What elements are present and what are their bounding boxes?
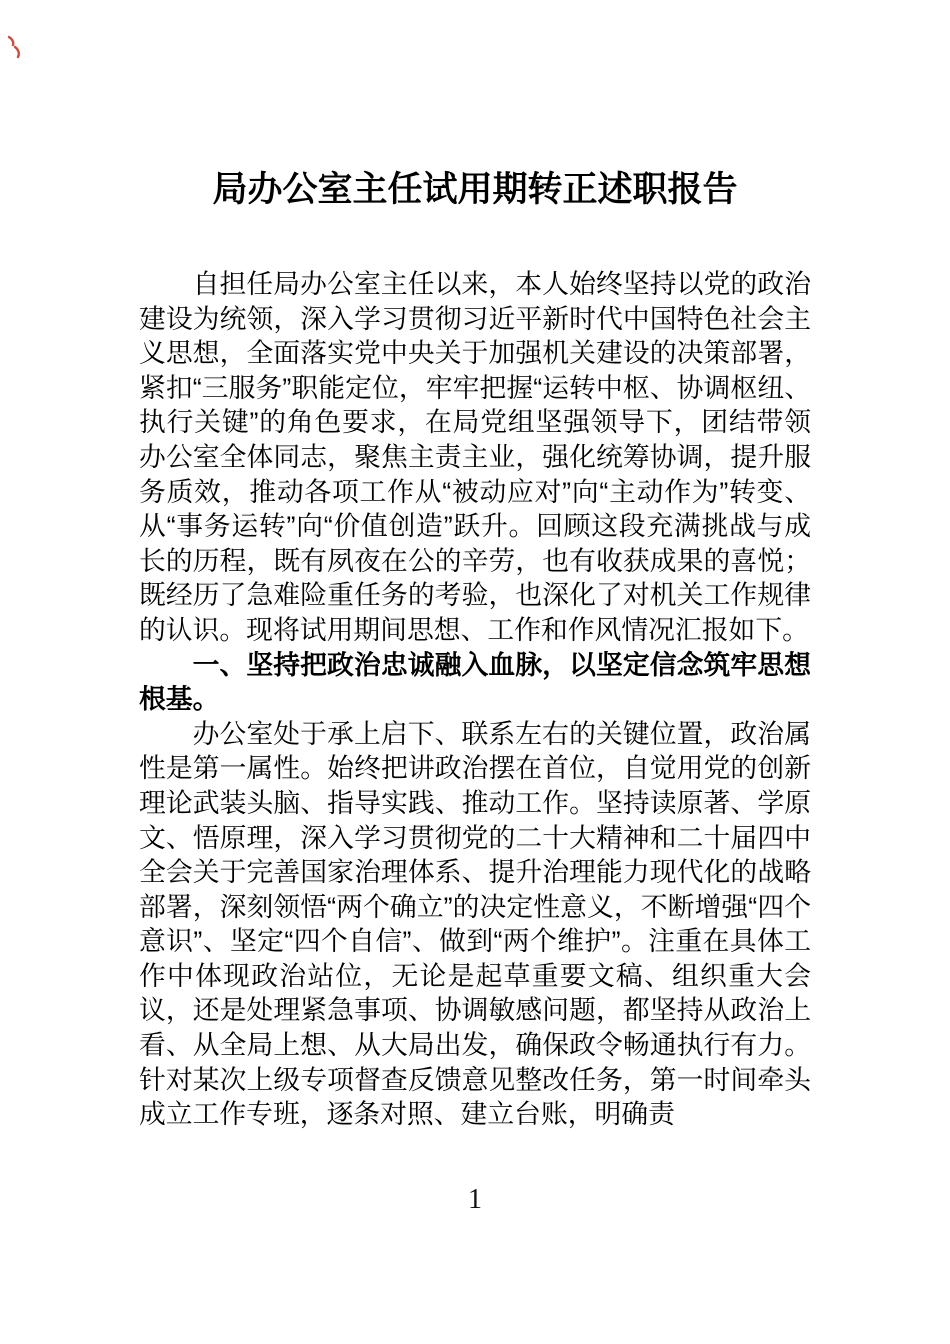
paragraph-introduction: 自担任局办公室主任以来，本人始终坚持以党的政治建设为统领，深入学习贯彻习近平新时代中国特色社会主义思想，全面落实党中央关于加强机关建设的决策部署，紧扣“三服务”职能定位，牢牢把握“运转中枢、协调枢纽、执行关键”的角色要求，在局党组坚强领导下，团结带领办公室全体同志，聚焦主责主业，强化统筹协调，提升服务质效，推动各项工作从“被动应对”向“主动作为”转变、从“事务运转”向“价值创造”跃升。回顾这段充满挑战与成长的历程，既有夙夜在公的辛劳，也有收获成果的喜悦；既经历了急难险重任务的考验，也深化了对机关工作规律的认识。现将试用期间思想、工作和作风情况汇报如下。 bbox=[139, 269, 811, 645]
document-body bbox=[139, 267, 811, 1132]
section-heading-1: 一、坚持把政治忠诚融入血脉，以坚定信念筑牢思想根基。 bbox=[139, 649, 811, 715]
page-number: 1 bbox=[468, 1184, 482, 1215]
page-title: 局办公室主任试用期转正述职报告 bbox=[212, 170, 738, 209]
paragraph-section-1-body: 办公室处于承上启下、联系左右的关键位置，政治属性是第一属性。始终把讲政治摆在首位，自觉用党的创新理论武装头脑、指导实践、推动工作。坚持读原著、学原文、悟原理，深入学习贯彻党的二十大精神和二十届四中全会关于完善国家治理体系、提升治理能力现代化的战略部署，深刻领悟“两个确立”的决定性意义，不断增强“四个意识”、坚定“四个自信”、做到“两个维护”。注重在具体工作中体现政治站位，无论是起草重要文稿、组织重大会议，还是处理紧急事项、协调敏感问题，都坚持从政治上看、从全局上想、从大局出发，确保政令畅通执行有力。针对某次上级专项督查反馈意见整改任务，第一时间牵头成立工作专班，逐条对照、建立台账，明确责 bbox=[139, 718, 811, 1130]
red-pen-mark-icon bbox=[5, 34, 29, 60]
